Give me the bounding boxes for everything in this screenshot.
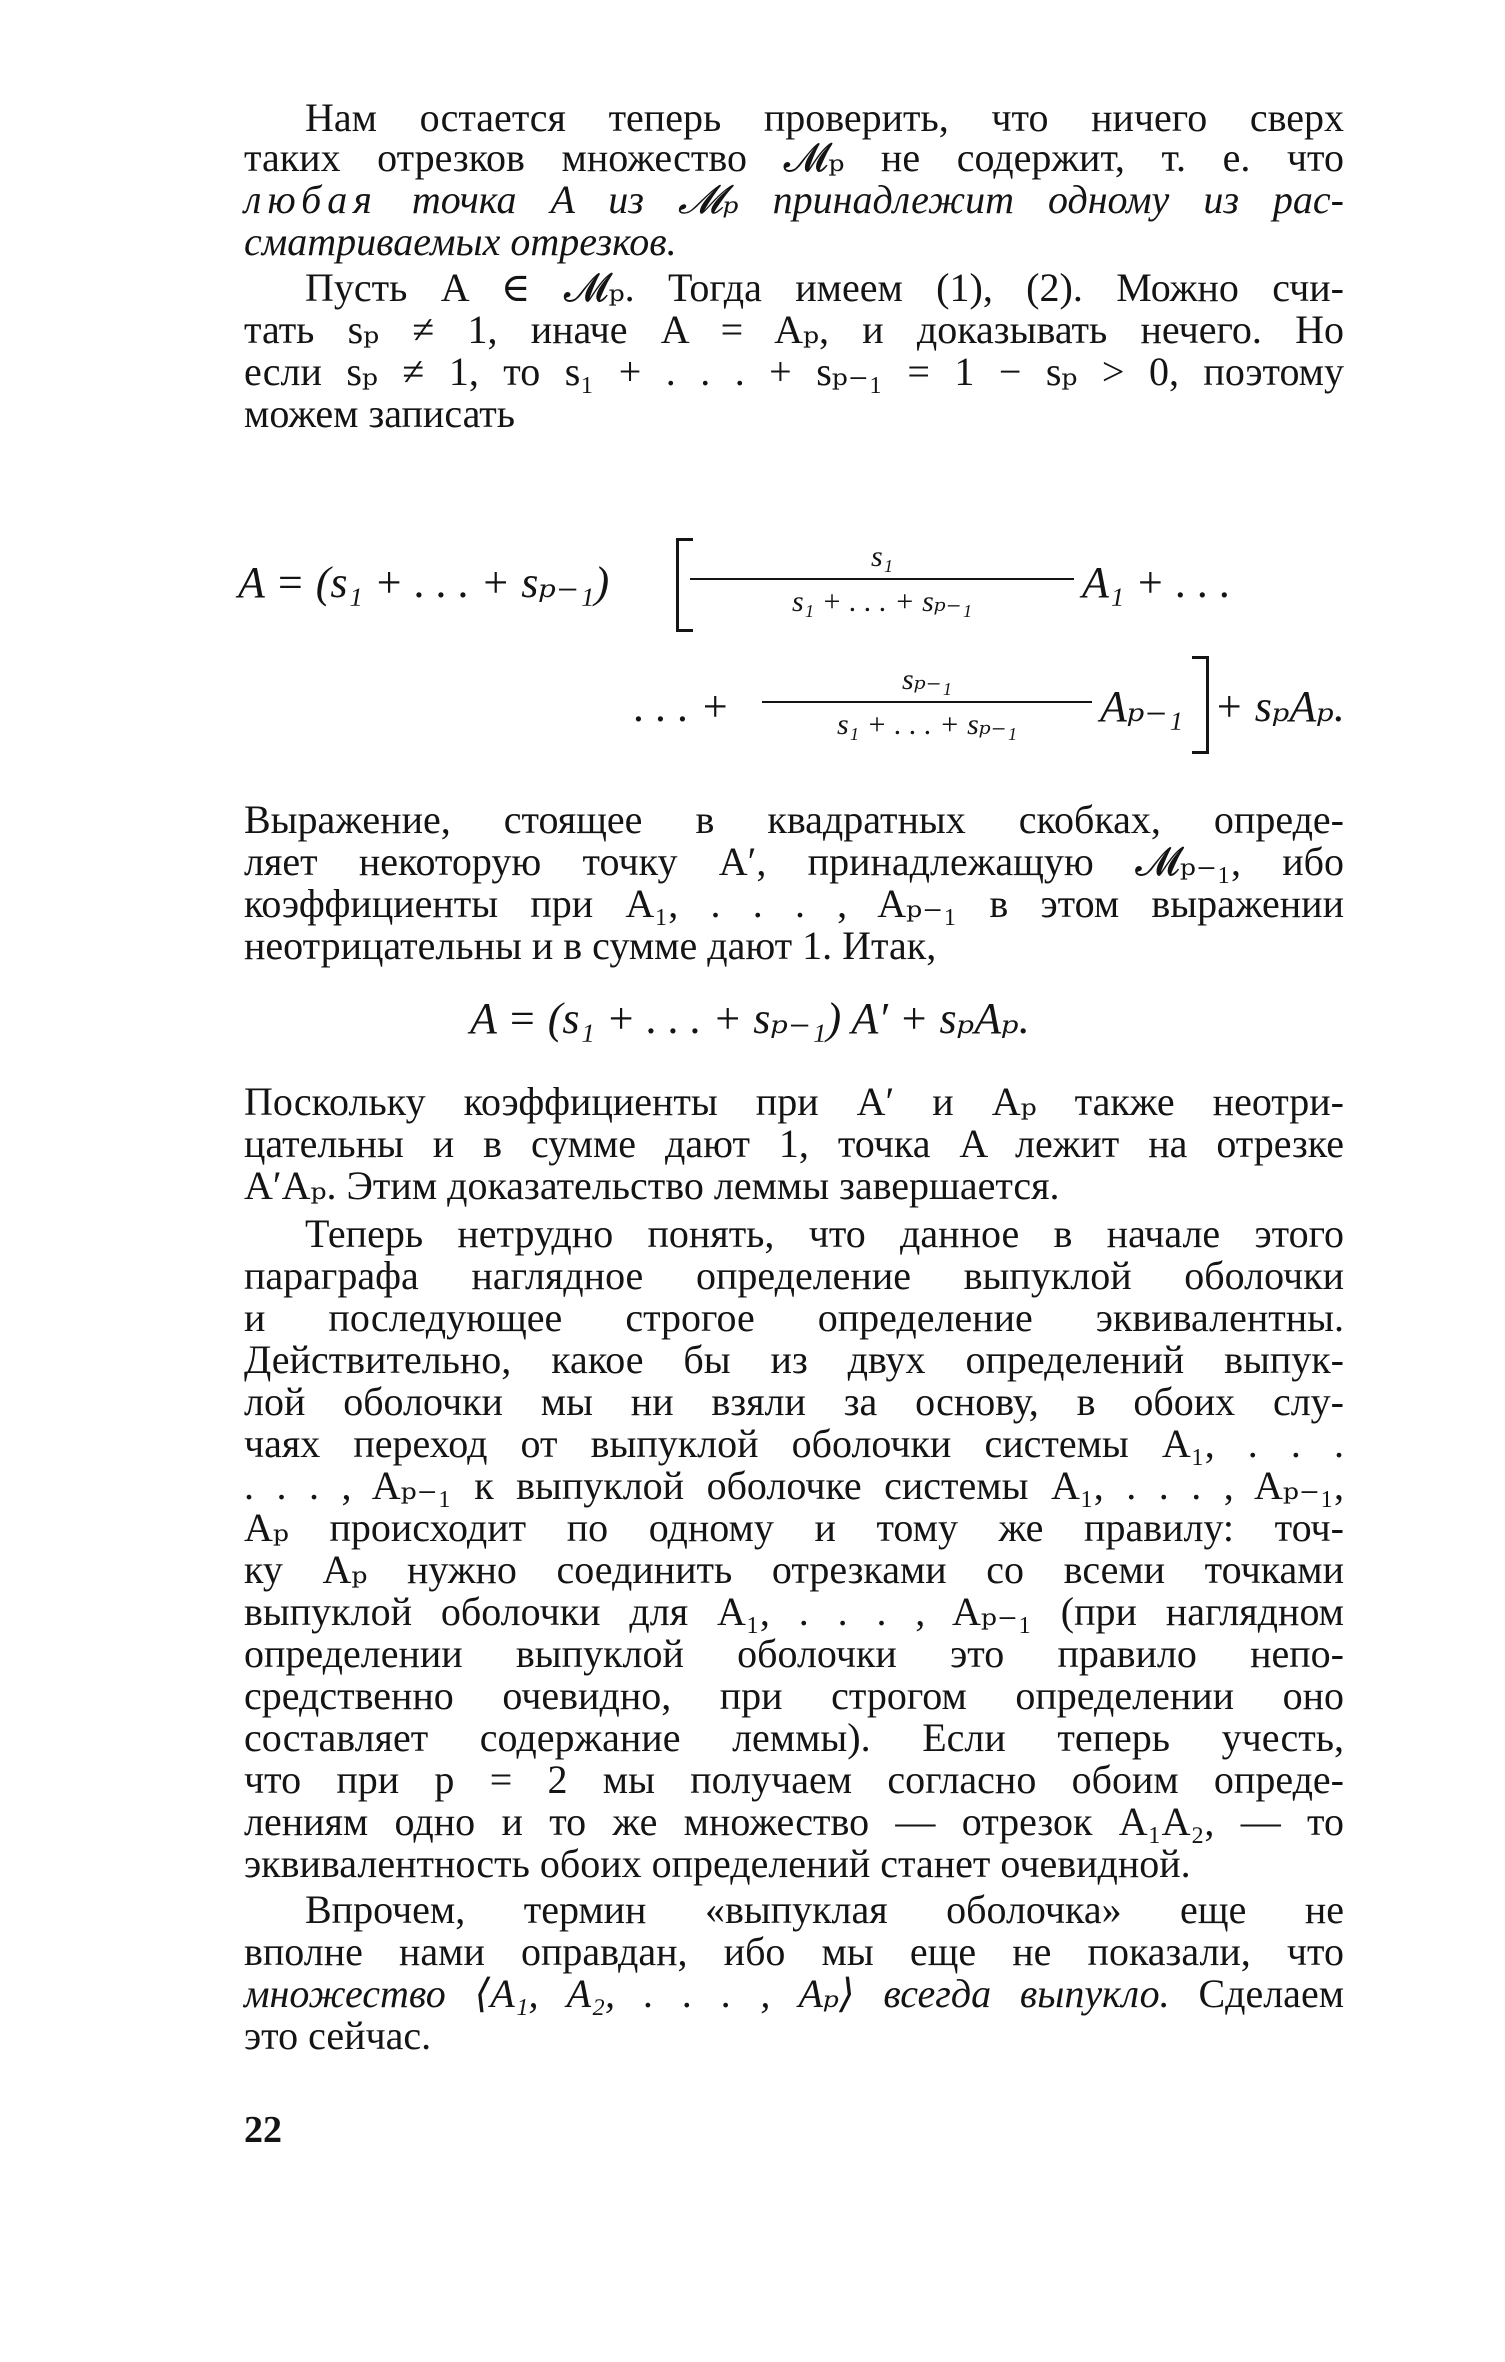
text-line: определении выпуклой оболочки это правило непо-	[244, 1631, 1344, 1676]
text-line: составляет содержание леммы). Если теперь учесть,	[244, 1715, 1344, 1760]
text-line: неотрицательны и в сумме дают 1. Итак,	[244, 923, 937, 968]
text-line: и последующее строгое определение эквивалентны.	[244, 1295, 1344, 1340]
fraction-1	[690, 540, 1074, 619]
fraction-1-denominator: s₁ + . . . + sₚ₋₁	[690, 578, 1074, 619]
text-line: лой оболочки мы ни взяли за основу, в обоих слу-	[244, 1379, 1344, 1424]
text-span: Сделаем	[1198, 1971, 1345, 2016]
text-line: Пусть A ∈ 𝓜ₚ. Тогда имеем (1), (2). Можно счи-	[305, 265, 1344, 310]
spaced-emphasis: любая	[244, 177, 378, 222]
text-line: таких отрезков множество 𝓜ₚ не содержит, т. е. что	[244, 135, 1344, 180]
text-line-mixed	[244, 1970, 1344, 2018]
fraction-2	[762, 662, 1092, 742]
text-line: Теперь нетрудно понять, что данное в начале этого	[305, 1211, 1344, 1256]
text-line: коэффициенты при A₁, . . . , Aₚ₋₁ в этом выражении	[244, 881, 1344, 926]
text-line: Впрочем, термин «выпуклая оболочка» еще не	[305, 1887, 1344, 1932]
text-line: выпуклой оболочки для A₁, . . . , Aₚ₋₁ (при наглядном	[244, 1589, 1344, 1634]
text-line-italic	[244, 176, 1344, 224]
text-line: средственно очевидно, при строгом определении оно	[244, 1673, 1344, 1718]
text-line: Aₚ происходит по одному и тому же правилу: точ-	[244, 1505, 1344, 1550]
equation-left: A = (s₁ + . . . + sₚ₋₁)	[238, 558, 610, 607]
fraction-2-numerator: sₚ₋₁	[902, 663, 952, 696]
text-line: Нам остается теперь проверить, что ничего сверх	[305, 95, 1344, 140]
fraction-2-denominator: s₁ + . . . + sₚ₋₁	[762, 701, 1092, 742]
equation-term: A₁ + . . .	[1082, 558, 1231, 607]
text-line: ку Aₚ нужно соединить отрезками со всеми точками	[244, 1547, 1344, 1592]
text-line: Действительно, какое бы из двух определений выпук-	[244, 1337, 1344, 1382]
text-line: лениям одно и то же множество — отрезок A₁A₂, — то	[244, 1799, 1344, 1844]
text-line: чаях переход от выпуклой оболочки системы A₁, . . .	[244, 1421, 1344, 1466]
text-line: . . . , Aₚ₋₁ к выпуклой оболочке системы A₁, . . . , Aₚ₋₁,	[244, 1463, 1344, 1508]
italic-statement: множество ⟨A₁, A₂, . . . , Aₚ⟩ всегда выпукло.	[244, 1971, 1170, 2016]
text-line: тать sₚ ≠ 1, иначе A = Aₚ, и доказывать нечего. Но	[244, 307, 1344, 352]
text-line: это сейчас.	[244, 2013, 432, 2058]
text-line: эквивалентность обоих определений станет очевидной.	[244, 1841, 1191, 1886]
right-square-bracket	[1192, 656, 1209, 754]
text-line: если sₚ ≠ 1, то s₁ + . . . + sₚ₋₁ = 1 − sₚ > 0, поэтому	[244, 349, 1344, 394]
text-line: можем записать	[244, 391, 516, 436]
equation-term: Aₚ₋₁	[1100, 682, 1183, 731]
text-line: цательны и в сумме дают 1, точка A лежит на отрезке	[244, 1121, 1344, 1166]
text-line: что при p = 2 мы получаем согласно обоим опреде-	[244, 1757, 1344, 1802]
text-line: Поскольку коэффициенты при A′ и Aₚ также неотри-	[244, 1079, 1344, 1124]
fraction-1-numerator: s₁	[870, 540, 894, 573]
equation-tail: + sₚAₚ.	[1214, 682, 1345, 731]
equation-continuation: . . . +	[634, 682, 730, 731]
page-number: 22	[244, 2109, 282, 2151]
text-line: параграфа наглядное определение выпуклой оболочки	[244, 1253, 1344, 1298]
text-line: A′Aₚ. Этим доказательство леммы завершается.	[244, 1163, 1060, 1208]
text-line-italic: сматриваемых отрезков.	[244, 219, 677, 264]
display-equation-2: A = (s₁ + . . . + sₚ₋₁) A′ + sₚAₚ.	[470, 994, 1030, 1043]
text-line: ляет некоторую точку A′, принадлежащую 𝓜ₚ₋₁, ибо	[244, 839, 1344, 884]
text-line: вполне нами оправдан, ибо мы еще не показали, что	[244, 1929, 1344, 1974]
italic-text: точка A из 𝓜ₚ принадлежит одному из рас-	[411, 177, 1345, 222]
text-line: Выражение, стоящее в квадратных скобках, опреде-	[244, 797, 1344, 842]
